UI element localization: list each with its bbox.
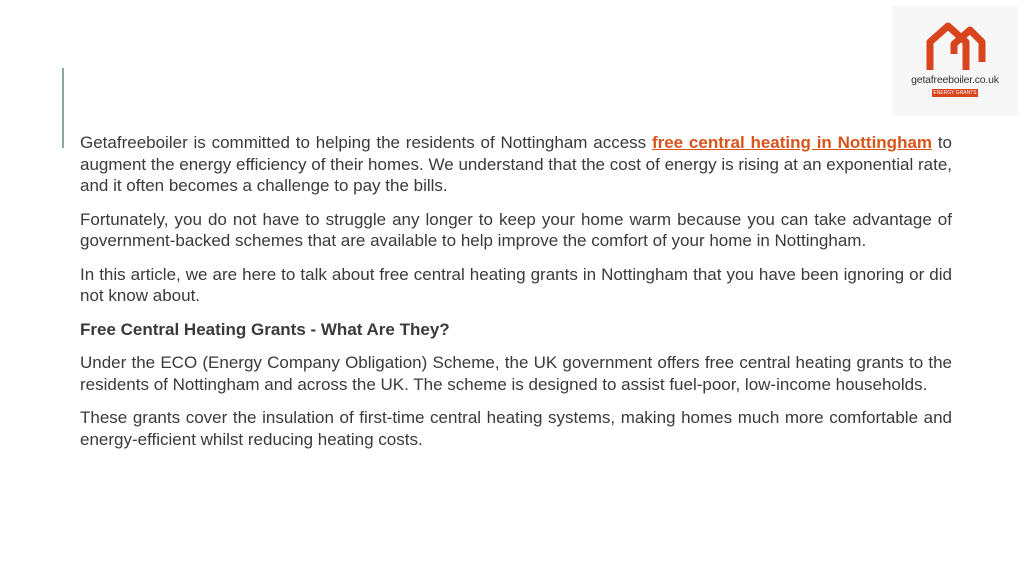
section-heading: Free Central Heating Grants - What Are They?: [80, 319, 450, 339]
paragraph-intro: [80, 132, 952, 197]
paragraph-fortunately: Fortunately, you do not have to struggle any longer to keep your home warm because you can take advantage of government-backed schemes that are available to help improve the comfort of your home in Nottingham.: [80, 209, 952, 250]
intro-text-end: to augment the energy efficiency of their homes. We understand that the cost of energy is rising at an exponential rate, and it often becomes a challenge to pay the bills.: [80, 133, 952, 195]
free-central-heating-link[interactable]: free central heating in Nottingham: [651, 133, 933, 152]
paragraph-article-intro: In this article, we are here to talk about free central heating grants in Nottingham that you have been ignoring or did not know about.: [80, 264, 952, 305]
house-logo-icon: [924, 20, 986, 72]
paragraph-eco-scheme: Under the ECO (Energy Company Obligation) Scheme, the UK government offers free central heating grants to the residents of Nottingham and across the UK. The scheme is designed to assist fuel-poor, low-income households.: [80, 353, 952, 394]
article-body: [80, 132, 952, 462]
logo-tagline: ENERGY GRANTS: [933, 90, 977, 96]
intro-text-start: Getafreeboiler is committed to helping the residents of Nottingham access: [80, 133, 652, 152]
paragraph-grants-cover: These grants cover the insulation of first-time central heating systems, making homes much more comfortable and energy-efficient whilst reducing heating costs.: [80, 408, 952, 449]
logo[interactable]: [892, 6, 1018, 116]
logo-name: getafreeboiler.co.uk: [911, 74, 999, 86]
accent-bar: [62, 68, 64, 148]
